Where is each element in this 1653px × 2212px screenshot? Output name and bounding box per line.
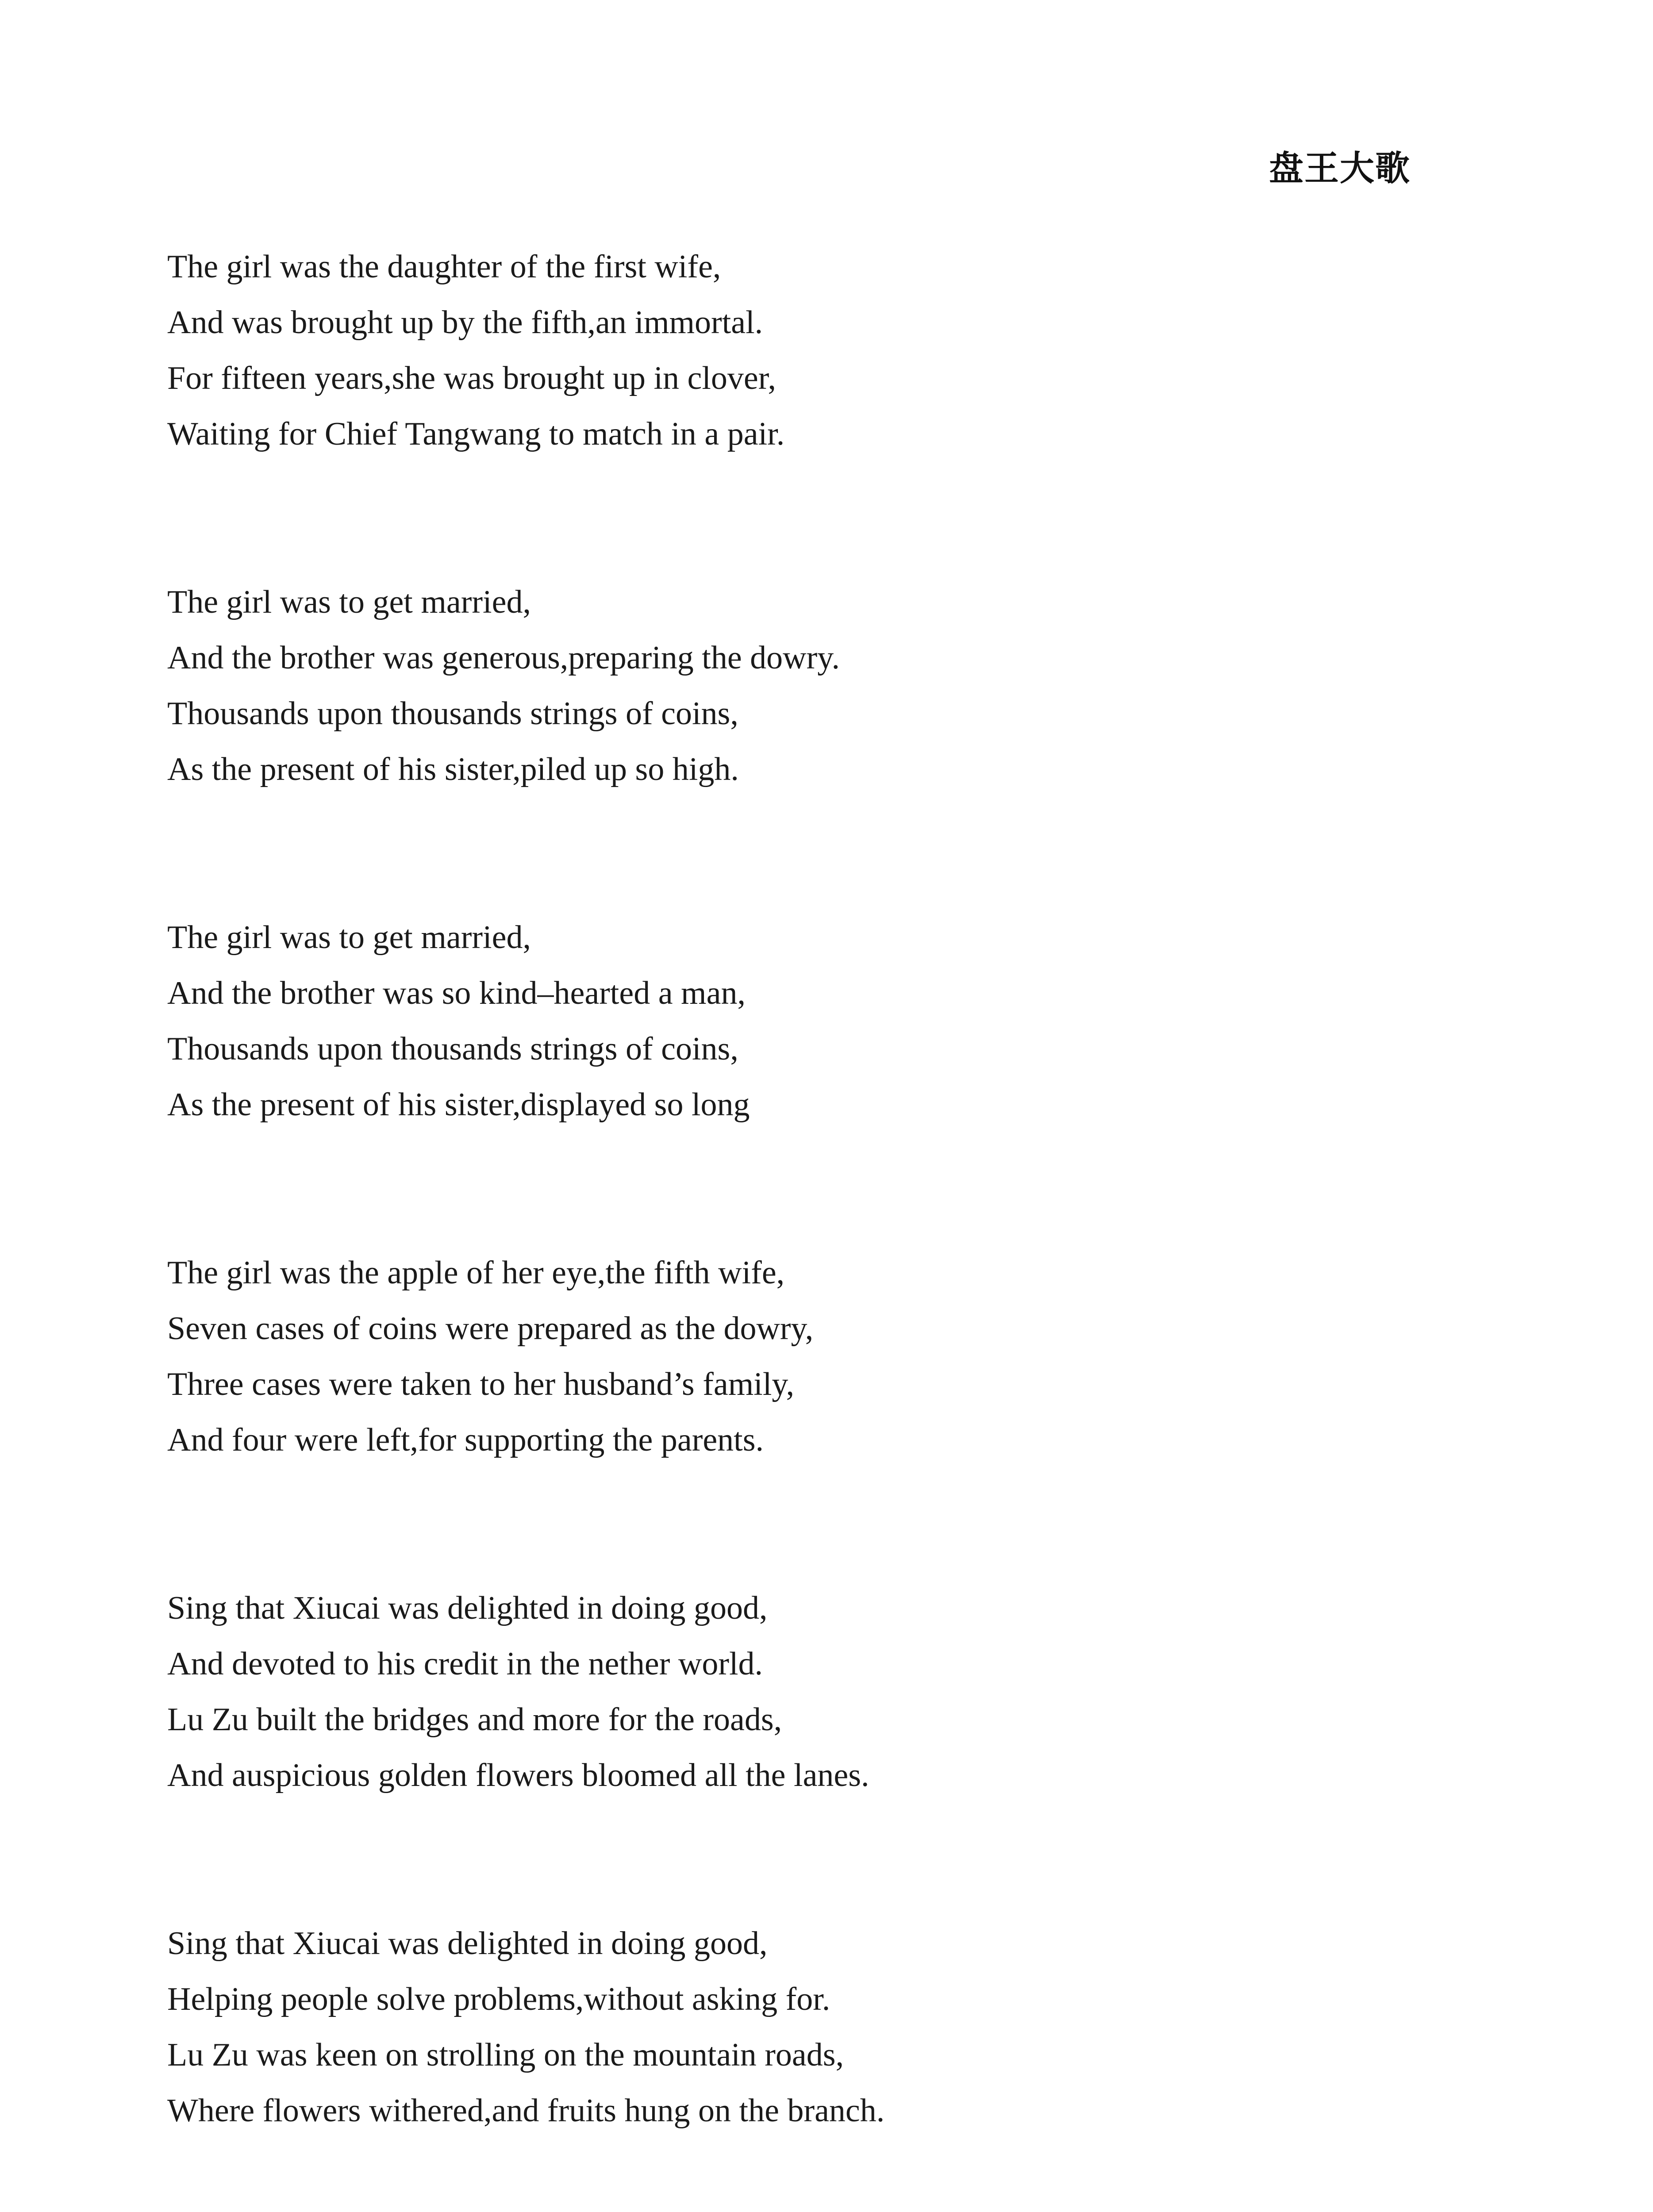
poem-line: And the brother was generous,preparing the dowry.: [167, 640, 840, 676]
stanza: [167, 910, 1495, 1133]
poem-line: The girl was the daughter of the first wife,: [167, 249, 721, 285]
poem-line: And devoted to his credit in the nether world.: [167, 1646, 763, 1682]
poem-line: Helping people solve problems,without asking for.: [167, 1981, 830, 2017]
poem-line: Lu Zu built the bridges and more for the roads,: [167, 1701, 782, 1738]
poem-line: As the present of his sister,displayed so long: [167, 1087, 750, 1123]
poem-line: And was brought up by the fifth,an immortal.: [167, 304, 763, 341]
poem-line: Lu Zu was keen on strolling on the mountain roads,: [167, 2037, 844, 2073]
stanza: [167, 574, 1495, 797]
poem-line: The girl was the apple of her eye,the fifth wife,: [167, 1255, 785, 1291]
poem-line: And auspicious golden flowers bloomed all the lanes.: [167, 1757, 869, 1793]
stanza: [167, 1916, 1495, 2139]
poem-line: As the present of his sister,piled up so high.: [167, 751, 739, 787]
poem-line: Where flowers withered,and fruits hung on the branch.: [167, 2093, 885, 2129]
poem-line: Three cases were taken to her husband’s family,: [167, 1366, 795, 1402]
poem-line: And the brother was so kind–hearted a man,: [167, 975, 746, 1011]
poem-line: Thousands upon thousands strings of coins,: [167, 695, 738, 732]
poem-line: Seven cases of coins were prepared as the dowry,: [167, 1310, 814, 1347]
poem-line: Sing that Xiucai was delighted in doing good,: [167, 1590, 768, 1626]
poem-line: Sing that Xiucai was delighted in doing good,: [167, 1925, 768, 1962]
poem-line: Thousands upon thousands strings of coins,: [167, 1031, 738, 1067]
poem-body: [167, 239, 1495, 2212]
poem-line: And four were left,for supporting the parents.: [167, 1422, 764, 1458]
running-title: 盘王大歌: [1269, 149, 1411, 188]
poem-line: The girl was to get married,: [167, 919, 531, 956]
stanza: [167, 239, 1495, 462]
poem-line: Waiting for Chief Tangwang to match in a pair.: [167, 416, 785, 452]
poem-line: The girl was to get married,: [167, 584, 531, 620]
poem-line: For fifteen years,she was brought up in clover,: [167, 360, 776, 396]
stanza: [167, 1580, 1495, 1803]
stanza: [167, 1245, 1495, 1468]
